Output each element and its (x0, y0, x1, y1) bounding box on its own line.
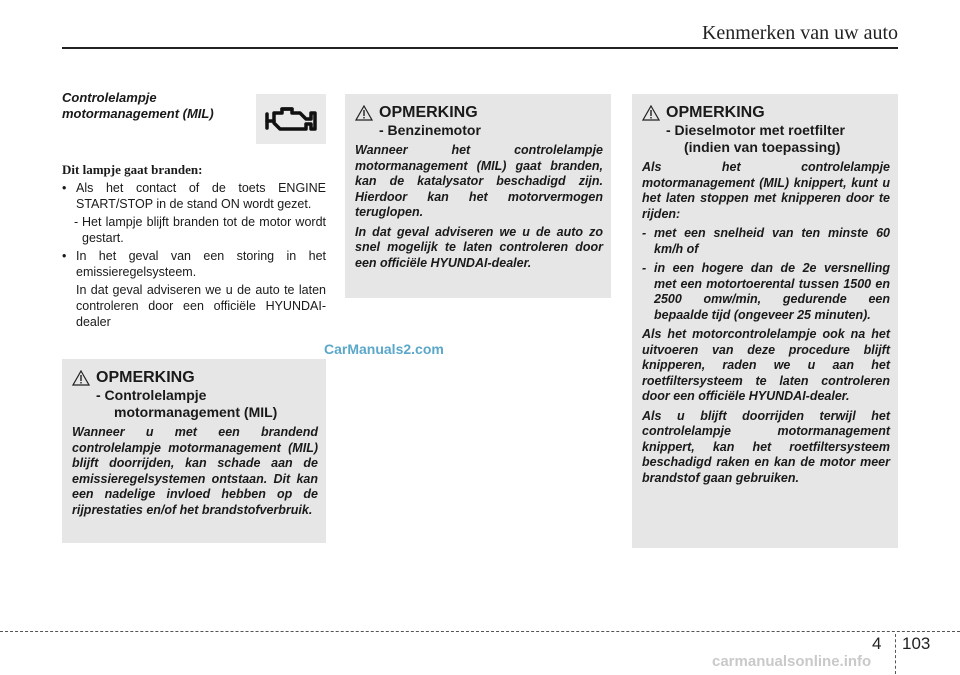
page-header-title: Kenmerken van uw auto (701, 22, 898, 44)
warning-icon (642, 105, 660, 121)
notice-box-benzine (345, 94, 611, 298)
chapter-number: 4 (872, 634, 882, 653)
subitem-text: Het lampje blijft branden tot de motor wordt gestart. (82, 215, 326, 245)
warning-icon (355, 105, 373, 121)
lamp-conditions-list (62, 180, 326, 332)
notice-paragraph: Als u blijft doorrijden terwijl het controlelampje motormanagement knippert, kan het roetfiltersysteem beschadigd raken en kan de motor meer brandstof gaan gebruiken. (642, 408, 890, 485)
notice-subtitle: - Controlelampje motormanagement (MIL) (96, 387, 278, 420)
notice-paragraph: Als het controlelampje motormanagement (MIL) knippert, kunt u het laten stoppen met knipperen door te rijden: (642, 160, 890, 221)
page-number: 103 (902, 634, 931, 653)
notice-subtitle: - Benzinemotor (379, 122, 481, 138)
notice-list-item: - in een hogere dan de 2e versnelling met een motortoerental tussen 1500 en 2500 omw/min, gedurende een bepaalde tijd (ongeveer 25 minuten). (642, 261, 890, 322)
list-item (62, 248, 326, 280)
notice-box-mil (62, 359, 326, 543)
watermark-link[interactable]: CarManuals2.com (324, 341, 444, 357)
notice-box-diesel (632, 94, 898, 548)
notice-heading: OPMERKING (96, 369, 195, 386)
footer-rule (0, 631, 960, 632)
bullet-text: Als het contact of de toets ENGINE START/STOP in de stand ON wordt gezet. (76, 181, 326, 211)
notice-paragraph: Als het motorcontrolelampje ook na het uitvoeren van deze procedure blijft knipperen, raden we u aan het roetfiltersysteem te laten controleren door een officiële HYUNDAI-dealer. (642, 327, 890, 403)
notice-paragraph: In dat geval adviseren we u de auto zo snel mogelijk te laten controleren door een officiële HYUNDAI-dealer. (355, 224, 603, 270)
notice-heading: OPMERKING (379, 104, 478, 121)
notice-paragraph: Wanneer het controlelampje motormanagement (MIL) gaat branden, kan de katalysator beschadigd zijn. Hierdoor kan het motorvermogen teruglopen. (355, 143, 603, 219)
footer-watermark: carmanualsonline.info (712, 653, 872, 670)
lamp-heading: Dit lampje gaat branden: (62, 162, 203, 177)
list-item (62, 180, 326, 212)
mil-section-title: Controlelampje motormanagement (MIL) (62, 90, 214, 121)
notice-list-item: - met een snelheid van ten minste 60 km/h of (642, 226, 890, 256)
list-paragraph: In dat geval adviseren we u de auto te laten controleren door een officiële HYUNDAI-dealer (76, 283, 326, 329)
warning-icon (72, 370, 90, 386)
notice-heading: OPMERKING (666, 104, 765, 121)
page-separator (895, 634, 896, 674)
list-subitem: - Het lampje blijft branden tot de motor wordt gestart. (74, 215, 326, 245)
check-engine-icon-box (256, 94, 326, 144)
bullet-text: In het geval van een storing in het emissieregelsysteem. (76, 249, 326, 279)
check-engine-icon (264, 103, 318, 135)
notice-subtitle: - Dieselmotor met roetfilter (indien van toepassing) (666, 122, 845, 155)
header-rule (62, 47, 898, 49)
notice-body: Wanneer u met een brandend controlelampje motormanagement (MIL) blijft doorrijden, kan schade aan de emissieregelsystemen ontstaan. Dit kan een nadelige invloed hebben op de rijprestaties en/of het brandstofverbruik. (72, 425, 318, 517)
